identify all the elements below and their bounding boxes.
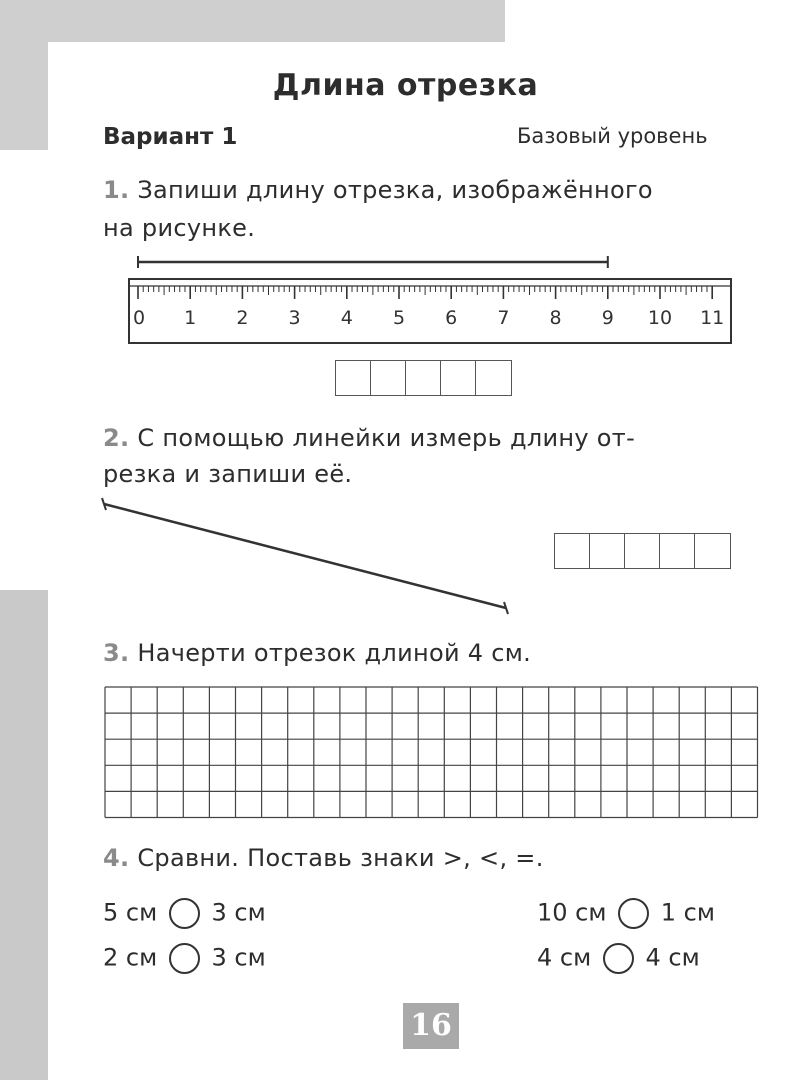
comparison-left-value: 4 см: [537, 943, 592, 972]
ruler-label: 11: [700, 307, 725, 329]
task-1-number: 1.: [103, 176, 130, 204]
task-4-text: Сравни. Поставь знаки >, <, =.: [137, 844, 544, 872]
comparison-row: [103, 943, 266, 974]
answer-cell[interactable]: [371, 361, 406, 395]
comparison-sign-circle[interactable]: [169, 943, 200, 974]
answer-cell[interactable]: [406, 361, 441, 395]
ruler-label: 7: [497, 307, 510, 329]
level-label: Базовый уровень: [517, 124, 708, 148]
task-3-number: 3.: [103, 639, 130, 667]
comparison-right-value: 3 см: [211, 898, 266, 927]
answer-cell[interactable]: [336, 361, 371, 395]
answer-cell[interactable]: [590, 534, 625, 568]
task-1-answer-box[interactable]: [335, 360, 512, 396]
answer-cell[interactable]: [660, 534, 695, 568]
task-2-segment-figure: [96, 496, 516, 618]
ruler-label: 10: [647, 307, 673, 329]
answer-cell[interactable]: [441, 361, 476, 395]
answer-cell[interactable]: [625, 534, 660, 568]
drawing-grid[interactable]: [104, 686, 760, 820]
answer-cell[interactable]: [476, 361, 511, 395]
task-2-answer-box[interactable]: [554, 533, 731, 569]
ruler-label: 2: [236, 307, 249, 329]
task-1-line-2: на рисунке.: [103, 214, 256, 242]
answer-cell[interactable]: [695, 534, 730, 568]
task-2-line-1: [103, 424, 635, 452]
comparison-right-value: 3 см: [211, 943, 266, 972]
comparison-row: [537, 898, 715, 929]
task-4-line-1: [103, 844, 544, 872]
task-3-text: Начерти отрезок длиной 4 см.: [137, 639, 532, 667]
comparison-sign-circle[interactable]: [618, 898, 649, 929]
task-2-line-2: резка и запиши её.: [103, 460, 353, 488]
comparison-row: [537, 943, 700, 974]
task-3-line-1: [103, 639, 531, 667]
page-number-badge: 16: [403, 1003, 459, 1049]
comparison-left-value: 5 см: [103, 898, 158, 927]
comparison-right-value: 1 см: [660, 898, 715, 927]
task-2-number: 2.: [103, 424, 130, 452]
ruler-label: 8: [549, 307, 562, 329]
task-2-text: С помощью линейки измерь длину от-: [137, 424, 636, 452]
ruler-label: 1: [184, 307, 197, 329]
comparison-left-value: 2 см: [103, 943, 158, 972]
comparison-right-value: 4 см: [645, 943, 700, 972]
diagonal-segment: [104, 504, 506, 608]
comparison-sign-circle[interactable]: [603, 943, 634, 974]
ruler-label: 0: [132, 307, 146, 329]
task-4-number: 4.: [103, 844, 130, 872]
page-margin-top: [0, 0, 505, 42]
ruler-figure: [128, 252, 734, 348]
ruler-label: 5: [392, 307, 406, 329]
comparison-row: [103, 898, 266, 929]
comparison-sign-circle[interactable]: [169, 898, 200, 929]
variant-label: Вариант 1: [103, 124, 238, 150]
comparison-left-value: 10 см: [537, 898, 607, 927]
task-1-line-1: [103, 176, 653, 204]
ruler-label: 6: [445, 307, 458, 329]
ruler-label: 4: [340, 307, 353, 329]
ruler-label: 3: [288, 307, 301, 329]
answer-cell[interactable]: [555, 534, 590, 568]
task-1-text: Запиши длину отрезка, изображённого: [137, 176, 653, 204]
ruler-label: 9: [601, 307, 614, 329]
page-title: Длина отрезка: [272, 68, 539, 103]
